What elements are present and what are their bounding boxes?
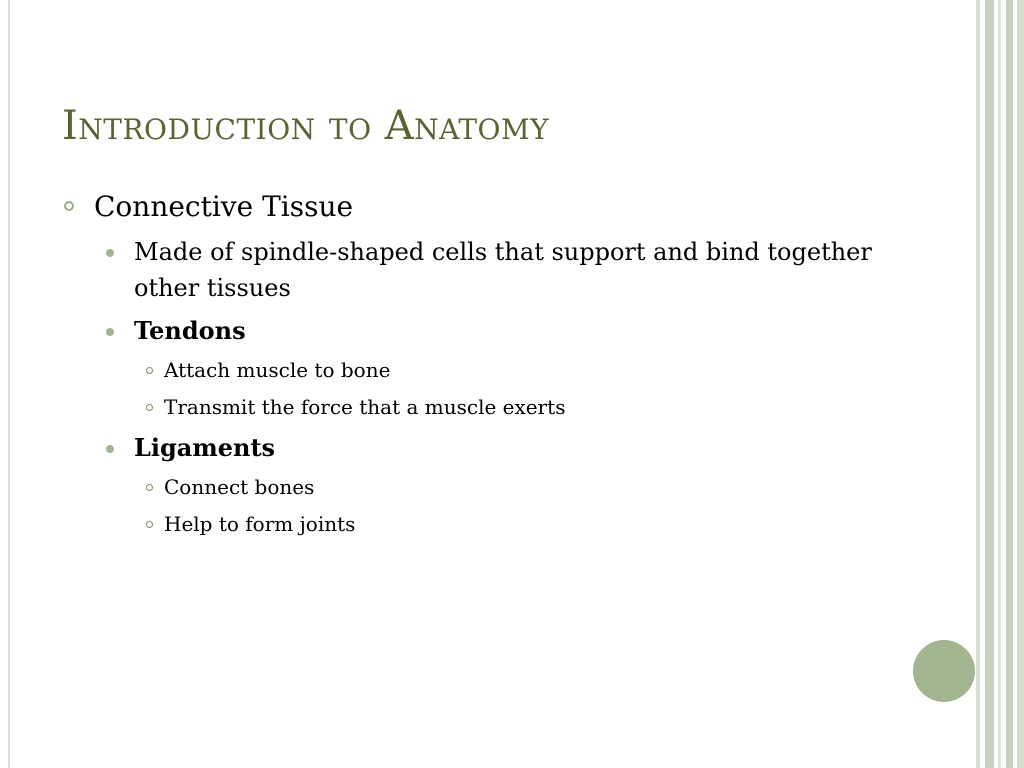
left-border-line bbox=[8, 0, 10, 768]
heading-connective-tissue: Connective Tissue bbox=[94, 190, 354, 223]
ring-bullet-icon bbox=[146, 521, 153, 528]
dot-bullet-icon bbox=[106, 328, 114, 336]
decorative-stripe bbox=[985, 0, 994, 768]
ring-bullet-icon bbox=[146, 404, 153, 411]
ring-bullet-icon bbox=[146, 367, 153, 374]
decorative-circle bbox=[913, 640, 975, 702]
point-description: Made of spindle-shaped cells that support and bind together other tissues bbox=[134, 238, 872, 302]
subpoint: Transmit the force that a muscle exerts bbox=[164, 395, 566, 419]
ring-bullet-icon bbox=[146, 484, 153, 491]
decorative-stripe bbox=[976, 0, 980, 768]
decorative-stripe bbox=[1006, 0, 1013, 768]
subpoint: Help to form joints bbox=[164, 512, 356, 536]
decorative-stripe bbox=[1017, 0, 1024, 768]
subpoint: Attach muscle to bone bbox=[164, 358, 391, 382]
ring-bullet-icon bbox=[64, 201, 74, 211]
decorative-stripe bbox=[998, 0, 1001, 768]
dot-bullet-icon bbox=[106, 249, 114, 257]
slide-title: Introduction to Anatomy bbox=[62, 103, 550, 149]
subpoint: Connect bones bbox=[164, 475, 315, 499]
point-ligaments: Ligaments bbox=[134, 433, 276, 462]
point-tendons: Tendons bbox=[134, 316, 246, 345]
dot-bullet-icon bbox=[106, 445, 114, 453]
